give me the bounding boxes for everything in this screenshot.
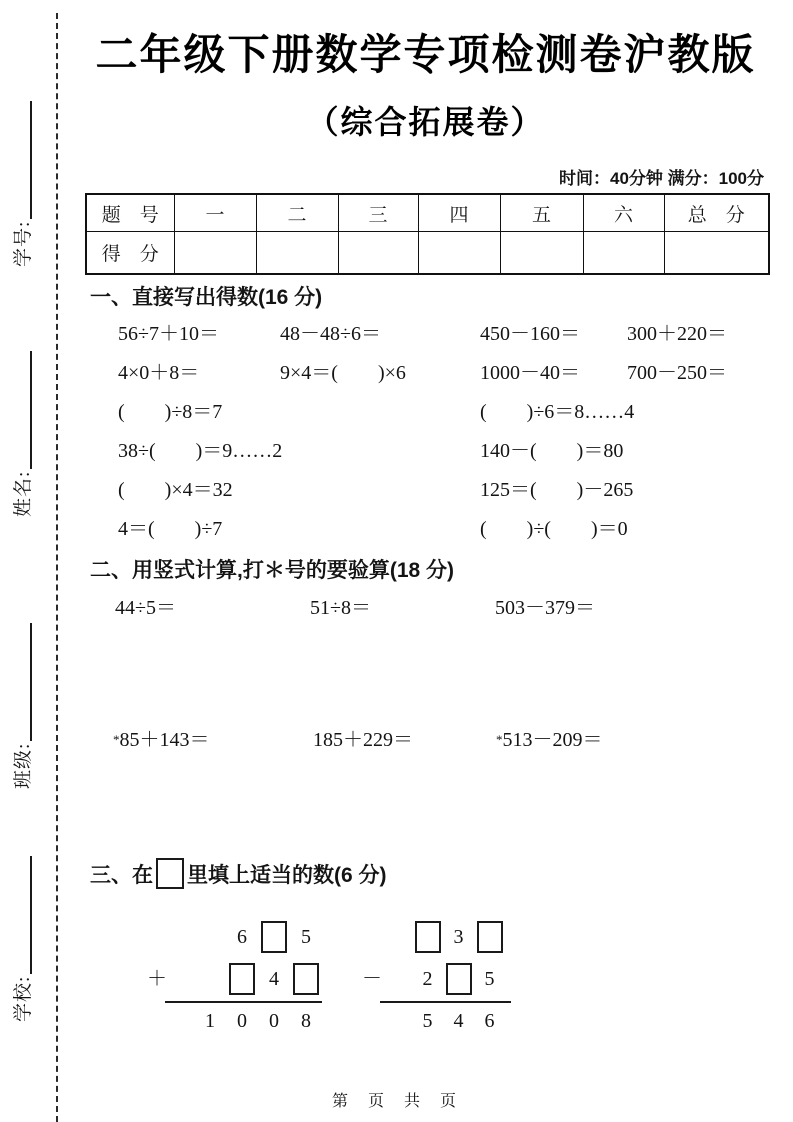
student-id-field <box>6 67 36 267</box>
expression: 450－160＝ <box>480 323 580 345</box>
digit: 0 <box>237 1009 247 1032</box>
score-table <box>85 193 770 275</box>
subtrahend-row <box>362 958 511 1000</box>
fill-box[interactable] <box>261 921 287 953</box>
student-id-blank-line[interactable] <box>30 101 32 219</box>
score-table-header-row <box>86 194 769 232</box>
expression: ( )×4＝32 <box>118 479 233 501</box>
expression: 700－250＝ <box>627 362 727 384</box>
expression: * 513－209＝ <box>496 729 603 751</box>
section1-row <box>83 320 783 348</box>
check-star: * <box>496 732 503 747</box>
header-col: 一 <box>174 194 256 232</box>
expression: 48－48÷6＝ <box>280 323 381 345</box>
score-cell[interactable] <box>174 232 256 275</box>
section3-heading: 三、在 里填上适当的数(6 分) <box>90 858 387 889</box>
section1-heading: 一、直接写出得数(16 分) <box>90 286 323 309</box>
expression: 503－379＝ <box>495 597 595 619</box>
score-row-label: 得 分 <box>86 232 174 275</box>
page-subtitle: （综合拓展卷） <box>306 104 545 140</box>
fill-box[interactable] <box>229 963 255 995</box>
page-title: 二年级下册数学专项检测卷沪教版 <box>95 31 756 78</box>
score-cell[interactable] <box>500 232 583 275</box>
expression: 56÷7＋10＝ <box>118 323 219 345</box>
section2-row: * 85＋143＝ 185＋229＝ * 513－209＝ <box>83 726 783 754</box>
header-col: 六 <box>583 194 664 232</box>
minuend-row <box>380 916 511 958</box>
section2-heading: 二、用竖式计算,打＊号的要验算(18 分) <box>90 559 455 582</box>
score-table-score-row <box>86 232 769 275</box>
expression: 9×4＝( )×6 <box>280 362 406 384</box>
score-cell[interactable] <box>664 232 769 275</box>
minus-sign: － <box>362 968 382 990</box>
expression: 300＋220＝ <box>627 323 727 345</box>
page-footer: 第 页 共 页 <box>331 1093 461 1110</box>
digit: 6 <box>237 925 247 948</box>
expression: 4＝( )÷7 <box>118 518 223 540</box>
time-and-score-info: 时间：40分钟 满分：100分 <box>559 169 764 188</box>
expression: 51÷8＝ <box>310 597 371 619</box>
vertical-addition-problem <box>147 916 322 1039</box>
expression: ( )÷( )＝0 <box>480 518 628 540</box>
digit: 0 <box>269 1009 279 1032</box>
header-question-number: 题 号 <box>86 194 174 232</box>
digit: 5 <box>484 967 495 990</box>
class-field <box>6 589 36 789</box>
digit: 1 <box>205 1009 215 1032</box>
fill-box-icon <box>156 858 184 889</box>
section1-row <box>83 515 783 543</box>
expression: * 85＋143＝ <box>113 729 210 751</box>
expression: 44÷5＝ <box>115 597 176 619</box>
digit: 2 <box>422 967 433 990</box>
fill-box[interactable] <box>477 921 503 953</box>
student-name-field <box>6 317 36 517</box>
header-total-score: 总 分 <box>664 194 769 232</box>
class-label: 班级: <box>12 742 34 789</box>
vertical-subtraction-problem <box>362 916 511 1039</box>
section1-row <box>83 398 783 426</box>
digit: 4 <box>453 1009 464 1032</box>
section1-row <box>83 437 783 465</box>
class-blank-line[interactable] <box>30 623 32 741</box>
addend-row <box>147 958 322 1000</box>
score-cell[interactable] <box>418 232 500 275</box>
section1-row <box>83 476 783 504</box>
addend-row <box>165 916 322 958</box>
section1-row <box>83 359 783 387</box>
difference-row <box>380 1003 511 1039</box>
header-col: 二 <box>256 194 338 232</box>
digit: 8 <box>301 1009 311 1032</box>
fill-box[interactable] <box>446 963 472 995</box>
digit: 5 <box>422 1009 433 1032</box>
expression: 4×0＋8＝ <box>118 362 200 384</box>
header-col: 五 <box>500 194 583 232</box>
student-name-label: 姓名: <box>12 470 34 517</box>
score-cell[interactable] <box>256 232 338 275</box>
digit: 5 <box>301 925 311 948</box>
expression: 125＝( )－265 <box>480 479 634 501</box>
expression: 38÷( )＝9……2 <box>118 440 283 462</box>
expression: 1000－40＝ <box>480 362 580 384</box>
score-cell[interactable] <box>338 232 418 275</box>
digit: 3 <box>453 925 464 948</box>
section2-row <box>83 594 783 622</box>
student-name-blank-line[interactable] <box>30 351 32 469</box>
score-cell[interactable] <box>583 232 664 275</box>
school-field <box>6 822 36 1022</box>
student-id-label: 学号: <box>12 220 34 267</box>
fill-box[interactable] <box>293 963 319 995</box>
seal-dashed-line <box>56 13 58 1122</box>
school-label: 学校: <box>12 975 34 1022</box>
digit: 4 <box>269 967 279 990</box>
sum-row <box>165 1003 322 1039</box>
expression: ( )÷8＝7 <box>118 401 223 423</box>
school-blank-line[interactable] <box>30 856 32 974</box>
plus-sign: ＋ <box>147 968 167 990</box>
check-star: * <box>113 732 120 747</box>
fill-box[interactable] <box>415 921 441 953</box>
header-col: 三 <box>338 194 418 232</box>
digit: 6 <box>484 1009 495 1032</box>
expression: ( )÷6＝8……4 <box>480 401 635 423</box>
header-col: 四 <box>418 194 500 232</box>
expression: 140－( )＝80 <box>480 440 624 462</box>
